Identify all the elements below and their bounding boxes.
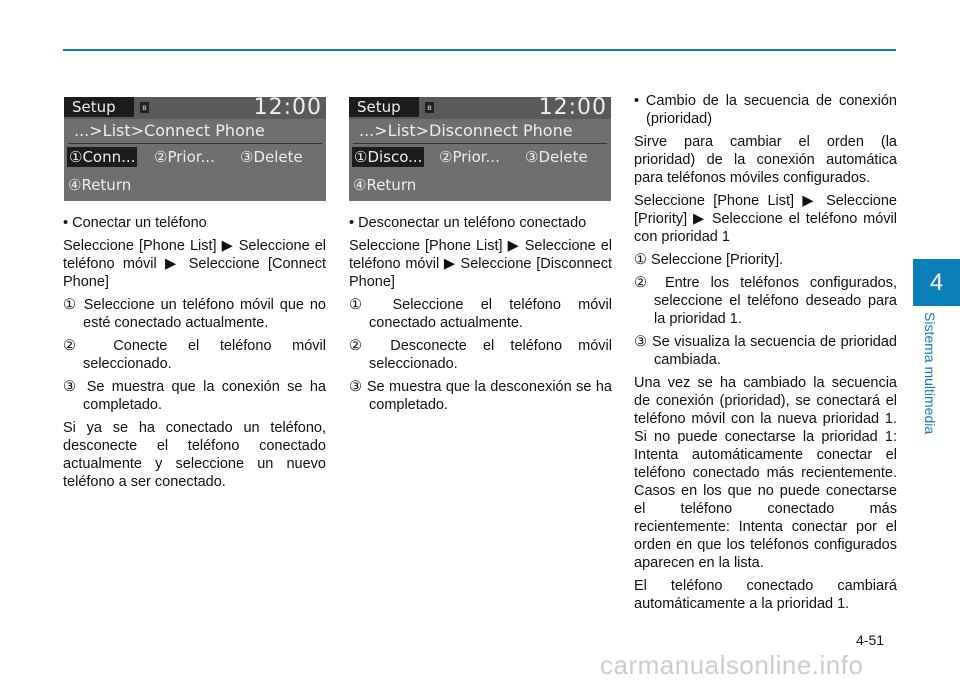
column-3 bbox=[634, 92, 897, 618]
menu-option-4: ④Return bbox=[353, 176, 417, 194]
paragraph: Una vez se ha cambiado la secuencia de conexión (prioridad), se conectará el teléfono móvil con la nueva prioridad 1. Si no puede conectarse la prioridad 1: Intenta automáticamente conectar el teléfono conectado más recientemente. Casos en los que no puede conectarse el teléfono conectado más recientemente: Intenta conectar por el orden en que los teléfonos configurados aparecen en la lista. bbox=[634, 375, 897, 571]
screen-time: 12:00 bbox=[538, 97, 607, 120]
menu-option-2: ②Prior... bbox=[439, 148, 500, 166]
paragraph: Sirve para cambiar el orden (la prioridad) de la conexión automática para teléfonos móviles configurados. bbox=[634, 134, 897, 186]
paragraph: Seleccione [Phone List] ▶ Seleccione el teléfono móvil ▶ Seleccione [Connect Phone] bbox=[63, 238, 326, 290]
step: ③ Se muestra que la conexión se ha completado. bbox=[63, 379, 326, 413]
step: ① Seleccione [Priority]. bbox=[634, 252, 784, 268]
step: ③ Se muestra que la desconexión se ha completado. bbox=[349, 379, 612, 413]
step: ② Conecte el teléfono móvil seleccionado. bbox=[63, 338, 326, 372]
step: ③ Se visualiza la secuencia de prioridad cambiada. bbox=[634, 334, 897, 368]
heading: • Conectar un teléfono bbox=[63, 215, 207, 231]
menu-option-1: ①Disco... bbox=[354, 148, 423, 166]
step: ② Desconecte el teléfono móvil seleccionado. bbox=[349, 338, 612, 372]
paragraph: Si ya se ha conectado un teléfono, desconecte el teléfono conectado actualmente y seleccione un nuevo teléfono a ser conectado. bbox=[63, 420, 326, 490]
screen-title: Setup bbox=[64, 97, 134, 117]
menu-option-3: ③Delete bbox=[240, 148, 303, 166]
heading: • Desconectar un teléfono conectado bbox=[349, 215, 587, 231]
screen-time: 12:00 bbox=[253, 97, 322, 120]
header-rule bbox=[63, 49, 896, 51]
page-number: 4-51 bbox=[856, 632, 885, 648]
bluetooth-icon: ʙ bbox=[140, 102, 149, 113]
step: ② Entre los teléfonos configurados, seleccione el teléfono deseado para la prioridad 1. bbox=[634, 275, 897, 327]
paragraph: Seleccione [Phone List] ▶ Seleccione [Priority] ▶ Seleccione el teléfono móvil con prioridad 1 bbox=[634, 193, 897, 245]
chapter-title: Sistema multimedia bbox=[922, 312, 938, 435]
chapter-tab: 4 bbox=[913, 259, 960, 306]
bluetooth-icon: ʙ bbox=[425, 102, 434, 113]
heading: • Cambio de la secuencia de conexión (prioridad) bbox=[634, 93, 897, 127]
paragraph: El teléfono conectado cambiará automáticamente a la prioridad 1. bbox=[634, 578, 897, 612]
menu-option-1: ①Conn... bbox=[69, 148, 136, 166]
screen-connect-phone bbox=[64, 97, 326, 201]
watermark: carmanualsonline.info bbox=[600, 650, 864, 680]
screen-disconnect-phone bbox=[349, 97, 611, 201]
screen-title: Setup bbox=[349, 97, 419, 117]
step: ① Seleccione el teléfono móvil conectado actualmente. bbox=[349, 297, 612, 331]
column-2 bbox=[349, 214, 612, 419]
screen-path: ...>List>Disconnect Phone bbox=[353, 119, 607, 144]
column-1 bbox=[63, 214, 326, 496]
paragraph: Seleccione [Phone List] ▶ Seleccione el teléfono móvil ▶ Seleccione [Disconnect Phone] bbox=[349, 238, 612, 290]
menu-option-2: ②Prior... bbox=[154, 148, 215, 166]
menu-option-3: ③Delete bbox=[525, 148, 588, 166]
screen-path: ...>List>Connect Phone bbox=[68, 119, 322, 144]
menu-option-4: ④Return bbox=[68, 176, 132, 194]
step: ① Seleccione un teléfono móvil que no esté conectado actualmente. bbox=[63, 297, 326, 331]
